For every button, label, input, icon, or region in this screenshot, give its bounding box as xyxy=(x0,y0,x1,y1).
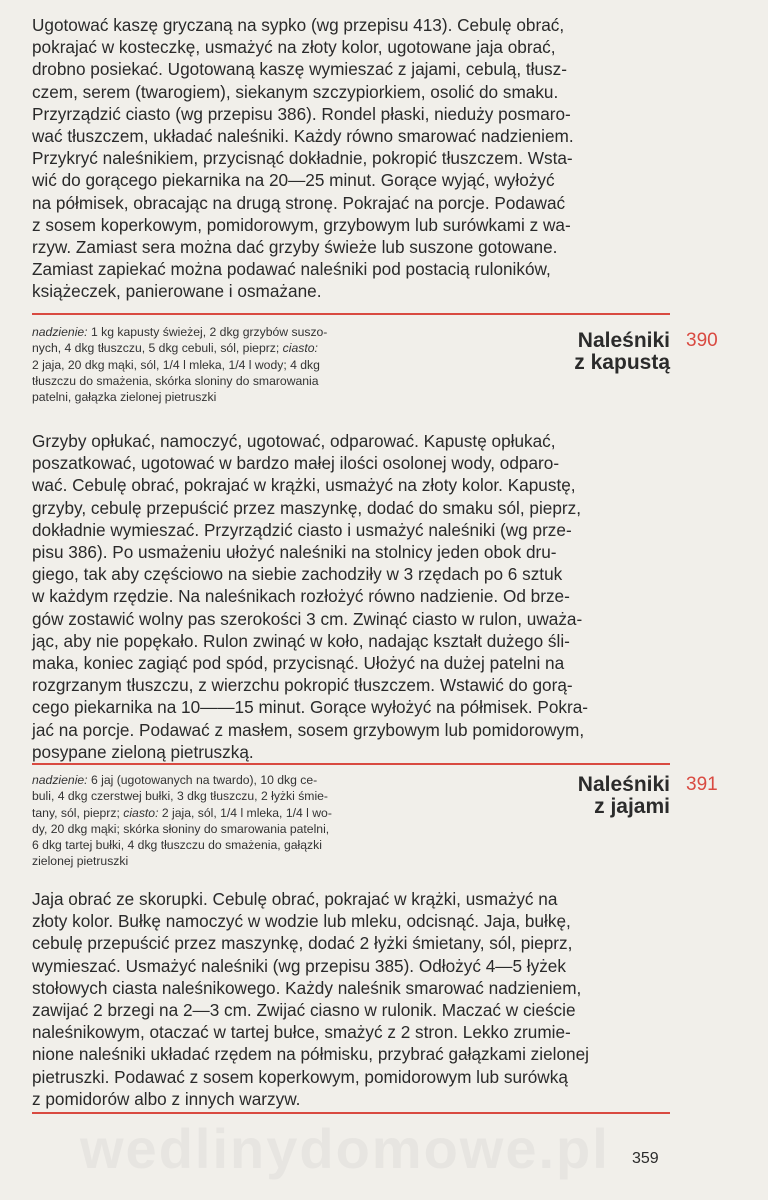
ingredient-line xyxy=(32,357,436,373)
text-line: cebulę przepuścić przez maszynkę, dodać 2 łyżki śmietany, sól, pieprz, xyxy=(32,933,573,954)
ingredient-line xyxy=(32,805,436,821)
text-line: Grzyby opłukać, namoczyć, ugotować, odparować. Kapustę opłukać, xyxy=(32,431,556,451)
recipe-391-title-line2: z jajami xyxy=(594,795,670,818)
text-line: Przykryć naleśnikiem, przycisnąć dokładnie, pokropić tłuszczem. Wsta- xyxy=(32,148,573,169)
recipe-390-number: 390 xyxy=(686,330,718,351)
ingredient-text: tany, sól, pieprz; xyxy=(32,805,124,820)
ingredient-text: 6 dkg tartej bułki, 4 dkg tłuszczu do smażenia, gałązki xyxy=(32,838,322,853)
text-line: rzyw. Zamiast sera można dać grzyby świeże lub suszone gotowane. xyxy=(32,237,558,258)
text-line: maka, koniec zagiąć pod spód, przycisnąć. Ułożyć na dużej patelni na xyxy=(32,653,565,674)
recipe-390-title-line2: z kapustą xyxy=(574,351,670,374)
intro-paragraph xyxy=(32,14,670,303)
text-line: grzyby, cebulę przepuścić przez maszynkę, dodać do smaku sól, pieprz, xyxy=(32,497,581,518)
text-line: zawijać 2 brzegi na 2—3 cm. Zwijać ciasno w rulonik. Maczać w cieście xyxy=(32,1000,576,1021)
text-line: na półmisek, obracając na drugą stronę. Pokrajać na porcje. Podawać xyxy=(32,192,566,213)
watermark: wedlinydomowe.pl xyxy=(80,1117,610,1180)
text-line: Jaja obrać ze skorupki. Cebulę obrać, pokrajać w krążki, usmażyć na xyxy=(32,889,558,909)
ingredient-line xyxy=(32,837,436,853)
ingredient-line xyxy=(32,853,436,869)
recipe-391-method xyxy=(32,888,670,1110)
text-line: czem, serem (twarogiem), siekanym szczypiorkiem, osolić do smaku. xyxy=(32,81,559,102)
text-line: jać na porcje. Podawać z masłem, sosem grzybowym lub pomidorowym, xyxy=(32,719,585,740)
text-line: z sosem koperkowym, pomidorowym, grzybowym lub surówkami z wa- xyxy=(32,214,571,235)
recipe-390-title-line1: Naleśniki xyxy=(577,329,670,352)
recipe-391-number: 391 xyxy=(686,774,718,795)
text-line: książeczek, panierowane i osmażane. xyxy=(32,281,322,302)
text-line: poszatkować, ugotować w bardzo małej ilości osolonej wody, odparo- xyxy=(32,453,560,474)
recipe-391-title xyxy=(470,774,670,818)
ingredient-text: 2 jaja, 20 dkg mąki, sól, 1/4 l mleka, 1/4 l wody; 4 dkg xyxy=(32,357,320,372)
text-line: Przyrządzić ciasto (wg przepisu 386). Rondel płaski, nieduży posmaro- xyxy=(32,103,571,124)
recipe-391-ingredients xyxy=(32,772,436,870)
text-line: stołowych ciasta naleśnikowego. Każdy naleśnik smarować nadzieniem, xyxy=(32,977,582,998)
text-line: wać tłuszczem, układać naleśniki. Każdy równo smarować nadzieniem. xyxy=(32,126,574,147)
text-line: rozgrzanym tłuszczu, z wierzchu pokropić tłuszczem. Wstawić do gorą- xyxy=(32,675,573,696)
text-line: cego piekarnika na 10——15 minut. Gorące wyłożyć na półmisek. Pokra- xyxy=(32,697,588,718)
text-line: pokrajać w kosteczkę, usmażyć na złoty kolor, ugotowane jaja obrać, xyxy=(32,37,556,58)
text-line: wać. Cebulę obrać, pokrajać w krążki, usmażyć na złoty kolor. Kapustę, xyxy=(32,475,576,496)
ingredient-text: 2 jaja, sól, 1/4 l mleka, 1/4 l wo- xyxy=(158,805,332,820)
ingredient-text: dy, 20 dkg mąki; skórka słoniny do smarowania patelni, xyxy=(32,821,330,836)
recipe-390-ingredients xyxy=(32,324,436,405)
divider-rule xyxy=(32,1112,670,1114)
ingredient-text: 6 jaj (ugotowanych na twardo), 10 dkg ce- xyxy=(87,773,318,787)
page-number: 359 xyxy=(632,1150,659,1167)
text-line: złoty kolor. Bułkę namoczyć w wodzie lub mleku, odcisnąć. Jaja, bułkę, xyxy=(32,911,571,932)
text-line: jąc, aby nie popękało. Rulon zwinąć w koło, nadając kształt dużego śli- xyxy=(32,630,570,651)
ingredient-line xyxy=(32,821,436,837)
ingredient-text: nych, 4 dkg tłuszczu, 5 dkg cebuli, sól, pieprz; xyxy=(32,341,283,356)
ingredient-label: nadzienie: xyxy=(32,325,88,339)
text-line: gów zostawić wolny pas szerokości 3 cm. Zwinąć ciasto w rulon, uważa- xyxy=(32,608,583,629)
divider-rule xyxy=(32,313,670,315)
ingredient-label: ciasto: xyxy=(123,805,159,820)
ingredient-line xyxy=(32,340,436,356)
text-line: wić do gorącego piekarnika na 20—25 minut. Gorące wyjąć, wyłożyć xyxy=(32,170,555,191)
recipe-390-method xyxy=(32,430,670,763)
text-line: nione naleśniki układać rzędem na półmisku, przybrać gałązkami zielonej xyxy=(32,1044,589,1065)
recipe-391-title-line1: Naleśniki xyxy=(577,773,670,796)
ingredient-line xyxy=(32,324,436,340)
text-line: dokładnie wymieszać. Przyrządzić ciasto i usmażyć naleśniki (wg prze- xyxy=(32,519,572,540)
text-line: pisu 386). Po usmażeniu ułożyć naleśniki na stolnicy jeden obok dru- xyxy=(32,542,557,563)
ingredient-text: buli, 4 dkg czerstwej bułki, 3 dkg tłuszczu, 2 łyżki śmie- xyxy=(32,789,328,804)
ingredient-line xyxy=(32,389,436,405)
text-line: Zamiast zapiekać można podawać naleśniki pod postacią ruloników, xyxy=(32,259,551,280)
ingredient-text: 1 kg kapusty świeżej, 2 dkg grzybów suszo- xyxy=(87,325,328,339)
text-line: drobno posiekać. Ugotowaną kaszę wymieszać z jajami, cebulą, tłusz- xyxy=(32,59,567,80)
ingredient-text: zielonej pietruszki xyxy=(32,854,129,869)
ingredient-line xyxy=(32,373,436,389)
text-line: z pomidorów albo z innych warzyw. xyxy=(32,1088,301,1109)
ingredient-label: nadzienie: xyxy=(32,773,88,787)
text-line: pietruszki. Podawać z sosem koperkowym, pomidorowym lub surówką xyxy=(32,1066,568,1087)
text-line: Ugotować kaszę gryczaną na sypko (wg przepisu 413). Cebulę obrać, xyxy=(32,15,565,35)
ingredient-text: patelni, gałązka zielonej pietruszki xyxy=(32,390,217,405)
text-line: giego, tak aby częściowo na siebie zachodziły w 3 rzędach po 6 sztuk xyxy=(32,564,563,585)
ingredient-line xyxy=(32,788,436,804)
recipe-390-title xyxy=(470,330,670,374)
text-line: w każdym rzędzie. Na naleśnikach rozłożyć równo nadzienie. Od brze- xyxy=(32,586,570,607)
text-line: wymieszać. Usmażyć naleśniki (wg przepisu 385). Odłożyć 4—5 łyżek xyxy=(32,955,566,976)
divider-rule xyxy=(32,763,670,765)
ingredient-label: ciasto: xyxy=(282,341,318,356)
text-line: posypane zieloną pietruszką. xyxy=(32,741,254,762)
text-line: naleśnikowym, otaczać w tartej bułce, smażyć z 2 stron. Lekko zrumie- xyxy=(32,1022,571,1043)
ingredient-line xyxy=(32,772,436,788)
ingredient-text: tłuszczu do smażenia, skórka sloniny do smarowania xyxy=(32,373,319,388)
